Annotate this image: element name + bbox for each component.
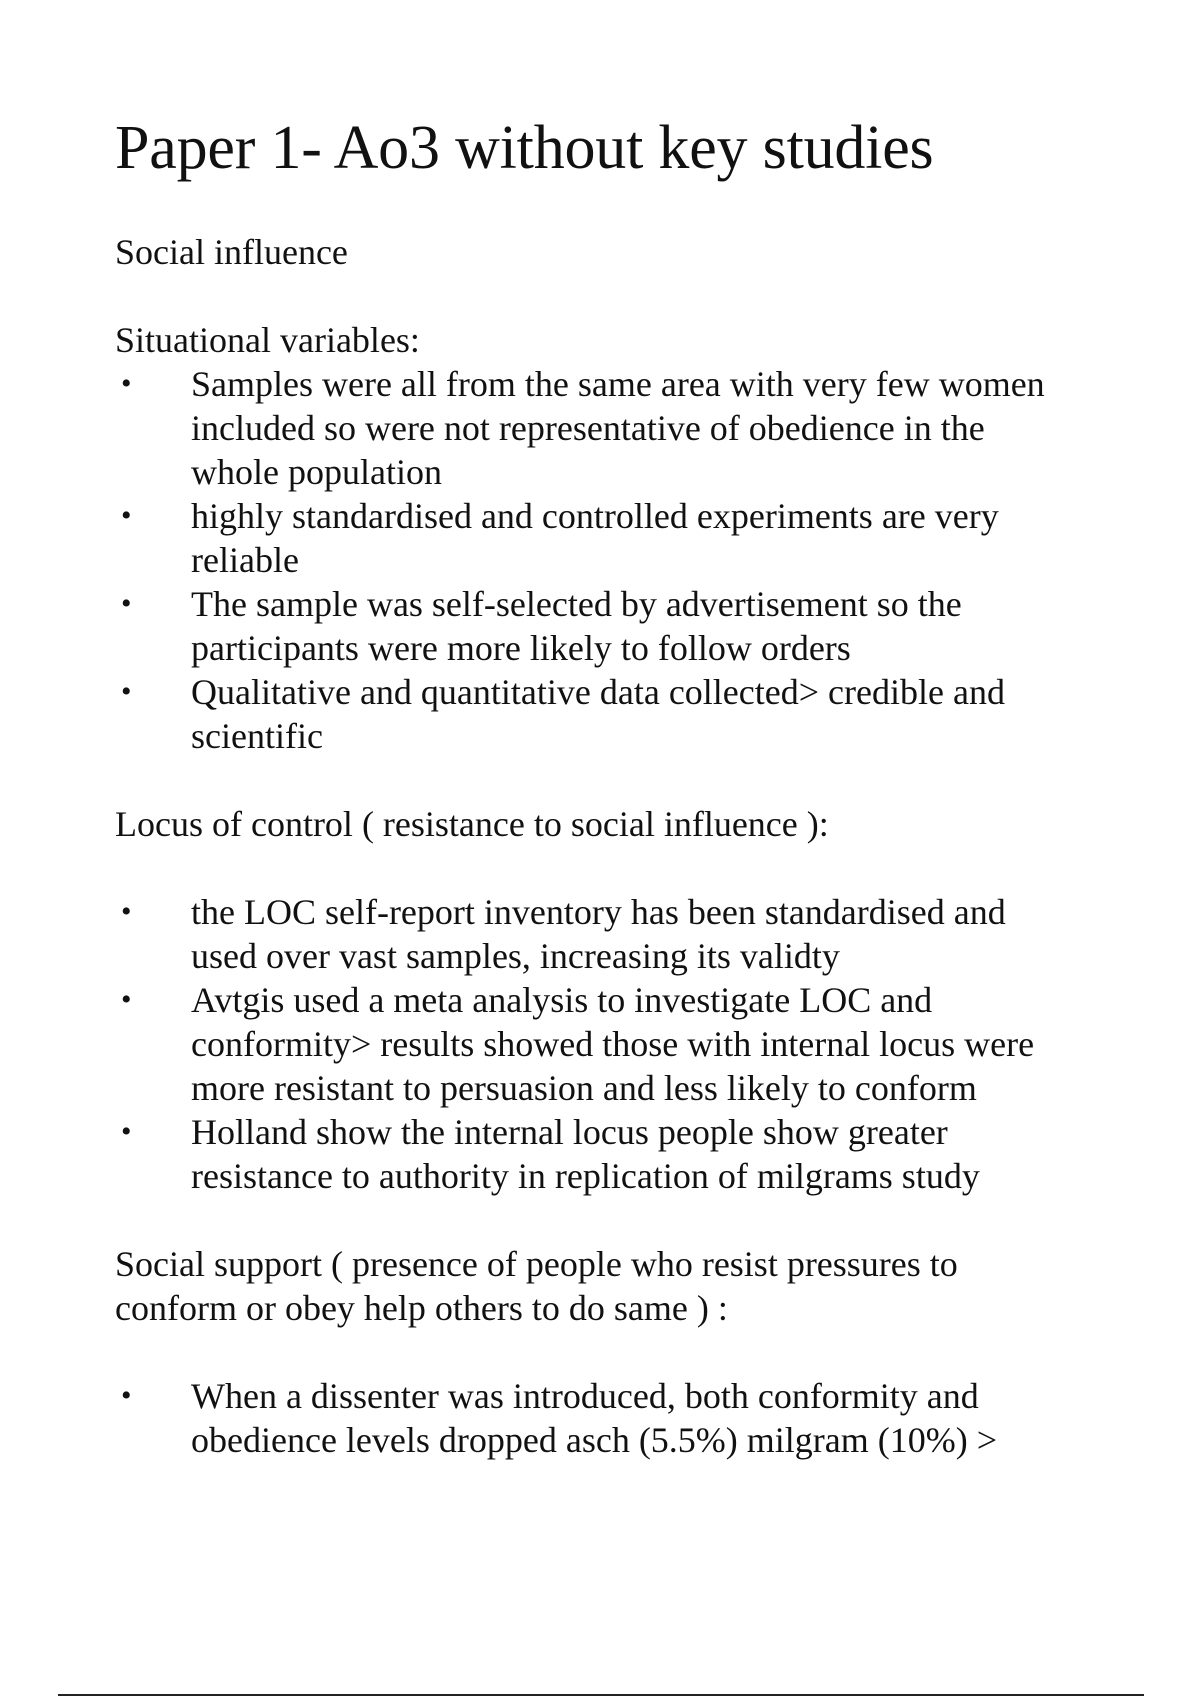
list-item-text: the LOC self-report inventory has been standardised and used over vast samples, increasing its validty <box>191 892 1006 976</box>
spacer <box>115 846 1075 890</box>
bullet-icon: • <box>121 367 132 400</box>
list-item-text: Avtgis used a meta analysis to investigate LOC and conformity> results showed those with internal locus were more resistant to persuasion and less likely to conform <box>191 980 1035 1108</box>
list-item-text: highly standardised and controlled experiments are very reliable <box>191 496 999 580</box>
list-item-text: The sample was self-selected by advertisement so the participants were more likely to follow orders <box>191 584 962 668</box>
list-item-text: When a dissenter was introduced, both conformity and obedience levels dropped asch (5.5%) milgram (10%) > <box>191 1376 998 1460</box>
list-item <box>115 1110 1075 1198</box>
list-item <box>115 978 1075 1110</box>
bullet-icon: • <box>121 983 132 1016</box>
list-item-text: Samples were all from the same area with very few women included so were not representative of obedience in the whole population <box>191 364 1045 492</box>
spacer <box>115 1198 1075 1242</box>
list-item-text: Holland show the internal locus people show greater resistance to authority in replication of milgrams study <box>191 1112 980 1196</box>
bullet-icon: • <box>121 675 132 708</box>
list-item-text: Qualitative and quantitative data collected> credible and scientific <box>191 672 1005 756</box>
spacer <box>115 1330 1075 1374</box>
document-page <box>115 108 1075 1462</box>
list-item <box>115 890 1075 978</box>
list-item <box>115 1374 1075 1462</box>
list-item <box>115 670 1075 758</box>
bullet-icon: • <box>121 1115 132 1148</box>
page-bottom-divider <box>58 1694 1144 1696</box>
list-item <box>115 362 1075 494</box>
bullet-list-locus-of-control <box>115 890 1075 1198</box>
list-item <box>115 582 1075 670</box>
page-title: Paper 1- Ao3 without key studies <box>115 114 934 182</box>
topic-heading: Social influence <box>115 232 348 272</box>
spacer <box>115 758 1075 802</box>
bullet-icon: • <box>121 587 132 620</box>
spacer <box>115 274 1075 318</box>
section-heading-locus-of-control: Locus of control ( resistance to social influence ): <box>115 804 829 844</box>
section-heading-situational: Situational variables: <box>115 320 420 360</box>
bullet-icon: • <box>121 895 132 928</box>
bullet-list-situational <box>115 362 1075 758</box>
bullet-icon: • <box>121 499 132 532</box>
bullet-list-social-support <box>115 1374 1075 1462</box>
section-heading-social-support: Social support ( presence of people who resist pressures to conform or obey help others to do same ) : <box>115 1244 958 1328</box>
list-item <box>115 494 1075 582</box>
bullet-icon: • <box>121 1379 132 1412</box>
